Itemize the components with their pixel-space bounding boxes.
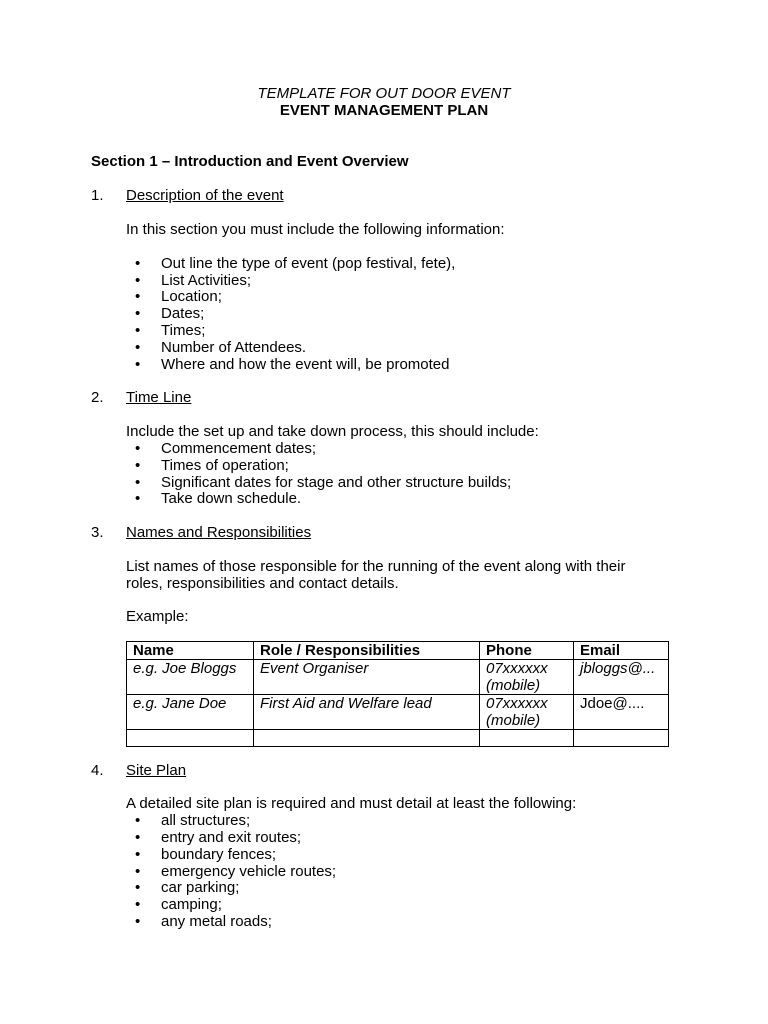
column-header: Name [127, 642, 254, 660]
phone-type: (mobile) [486, 712, 541, 729]
table-cell: e.g. Joe Bloggs [127, 660, 254, 695]
table-cell [480, 730, 574, 747]
bullet-icon: • [135, 255, 141, 272]
bullet-icon: • [135, 812, 141, 829]
table-header-row [127, 642, 669, 660]
table-cell: e.g. Jane Doe [127, 695, 254, 730]
column-header: Role / Responsibilities [254, 642, 480, 660]
list-item: Out line the type of event (pop festival, fete), [161, 255, 456, 272]
list-item: any metal roads; [161, 913, 272, 930]
list-item: car parking; [161, 879, 240, 896]
item-intro: In this section you must include the following information: [126, 221, 505, 238]
bullet-icon: • [135, 440, 141, 457]
table-row [127, 660, 669, 695]
bullet-icon: • [135, 305, 141, 322]
item-intro: A detailed site plan is required and must detail at least the following: [126, 795, 577, 812]
table-cell [254, 730, 480, 747]
bullet-icon: • [135, 474, 141, 491]
bullet-icon: • [135, 863, 141, 880]
responsibilities-table [126, 641, 669, 747]
table-row-empty [127, 730, 669, 747]
phone-number: 07xxxxxx [486, 695, 548, 712]
bullet-icon: • [135, 846, 141, 863]
bullet-icon: • [135, 879, 141, 896]
bullet-icon: • [135, 490, 141, 507]
table-cell [480, 695, 574, 730]
document-title: EVENT MANAGEMENT PLAN [279, 102, 489, 119]
item-intro: Include the set up and take down process, this should include: [126, 423, 539, 440]
list-item: Number of Attendees. [161, 339, 307, 356]
document-subtitle: TEMPLATE FOR OUT DOOR EVENT [257, 85, 511, 102]
bullet-icon: • [135, 272, 141, 289]
phone-number: 07xxxxxx [486, 660, 548, 677]
column-header: Email [574, 642, 669, 660]
item-intro-line: List names of those responsible for the running of the event along with their [126, 558, 626, 575]
bullet-icon: • [135, 322, 141, 339]
list-item: Where and how the event will, be promoted [161, 356, 450, 373]
table-cell: First Aid and Welfare lead [254, 695, 480, 730]
item-number: 4. [91, 762, 104, 779]
item-number: 2. [91, 389, 104, 406]
item-title-site-plan: Site Plan [126, 762, 187, 779]
list-item: Commencement dates; [161, 440, 317, 457]
table-cell: Event Organiser [254, 660, 480, 695]
example-label: Example: [126, 608, 189, 625]
list-item: camping; [161, 896, 222, 913]
table-cell: jbloggs@... [574, 660, 669, 695]
item-intro-line: roles, responsibilities and contact details. [126, 575, 399, 592]
item-number: 1. [91, 187, 104, 204]
bullet-icon: • [135, 896, 141, 913]
phone-type: (mobile) [486, 677, 541, 694]
table-cell [127, 730, 254, 747]
list-item: Dates; [161, 305, 205, 322]
list-item: List Activities; [161, 272, 252, 289]
table-row [127, 695, 669, 730]
bullet-icon: • [135, 339, 141, 356]
column-header: Phone [480, 642, 574, 660]
list-item: Times; [161, 322, 206, 339]
bullet-icon: • [135, 457, 141, 474]
list-item: Significant dates for stage and other structure builds; [161, 474, 512, 491]
table-cell [574, 730, 669, 747]
bullet-icon: • [135, 288, 141, 305]
section-heading: Section 1 – Introduction and Event Overview [91, 153, 409, 170]
item-title-description: Description of the event [126, 187, 284, 204]
list-item: boundary fences; [161, 846, 277, 863]
item-title-names-responsibilities: Names and Responsibilities [126, 524, 312, 541]
list-item: Location; [161, 288, 222, 305]
table-cell [480, 660, 574, 695]
table-cell: Jdoe@.... [574, 695, 669, 730]
bullet-icon: • [135, 913, 141, 930]
list-item: all structures; [161, 812, 251, 829]
list-item: Take down schedule. [161, 490, 302, 507]
bullet-icon: • [135, 829, 141, 846]
list-item: entry and exit routes; [161, 829, 302, 846]
list-item: Times of operation; [161, 457, 289, 474]
item-title-time-line: Time Line [126, 389, 192, 406]
bullet-icon: • [135, 356, 141, 373]
item-number: 3. [91, 524, 104, 541]
list-item: emergency vehicle routes; [161, 863, 337, 880]
